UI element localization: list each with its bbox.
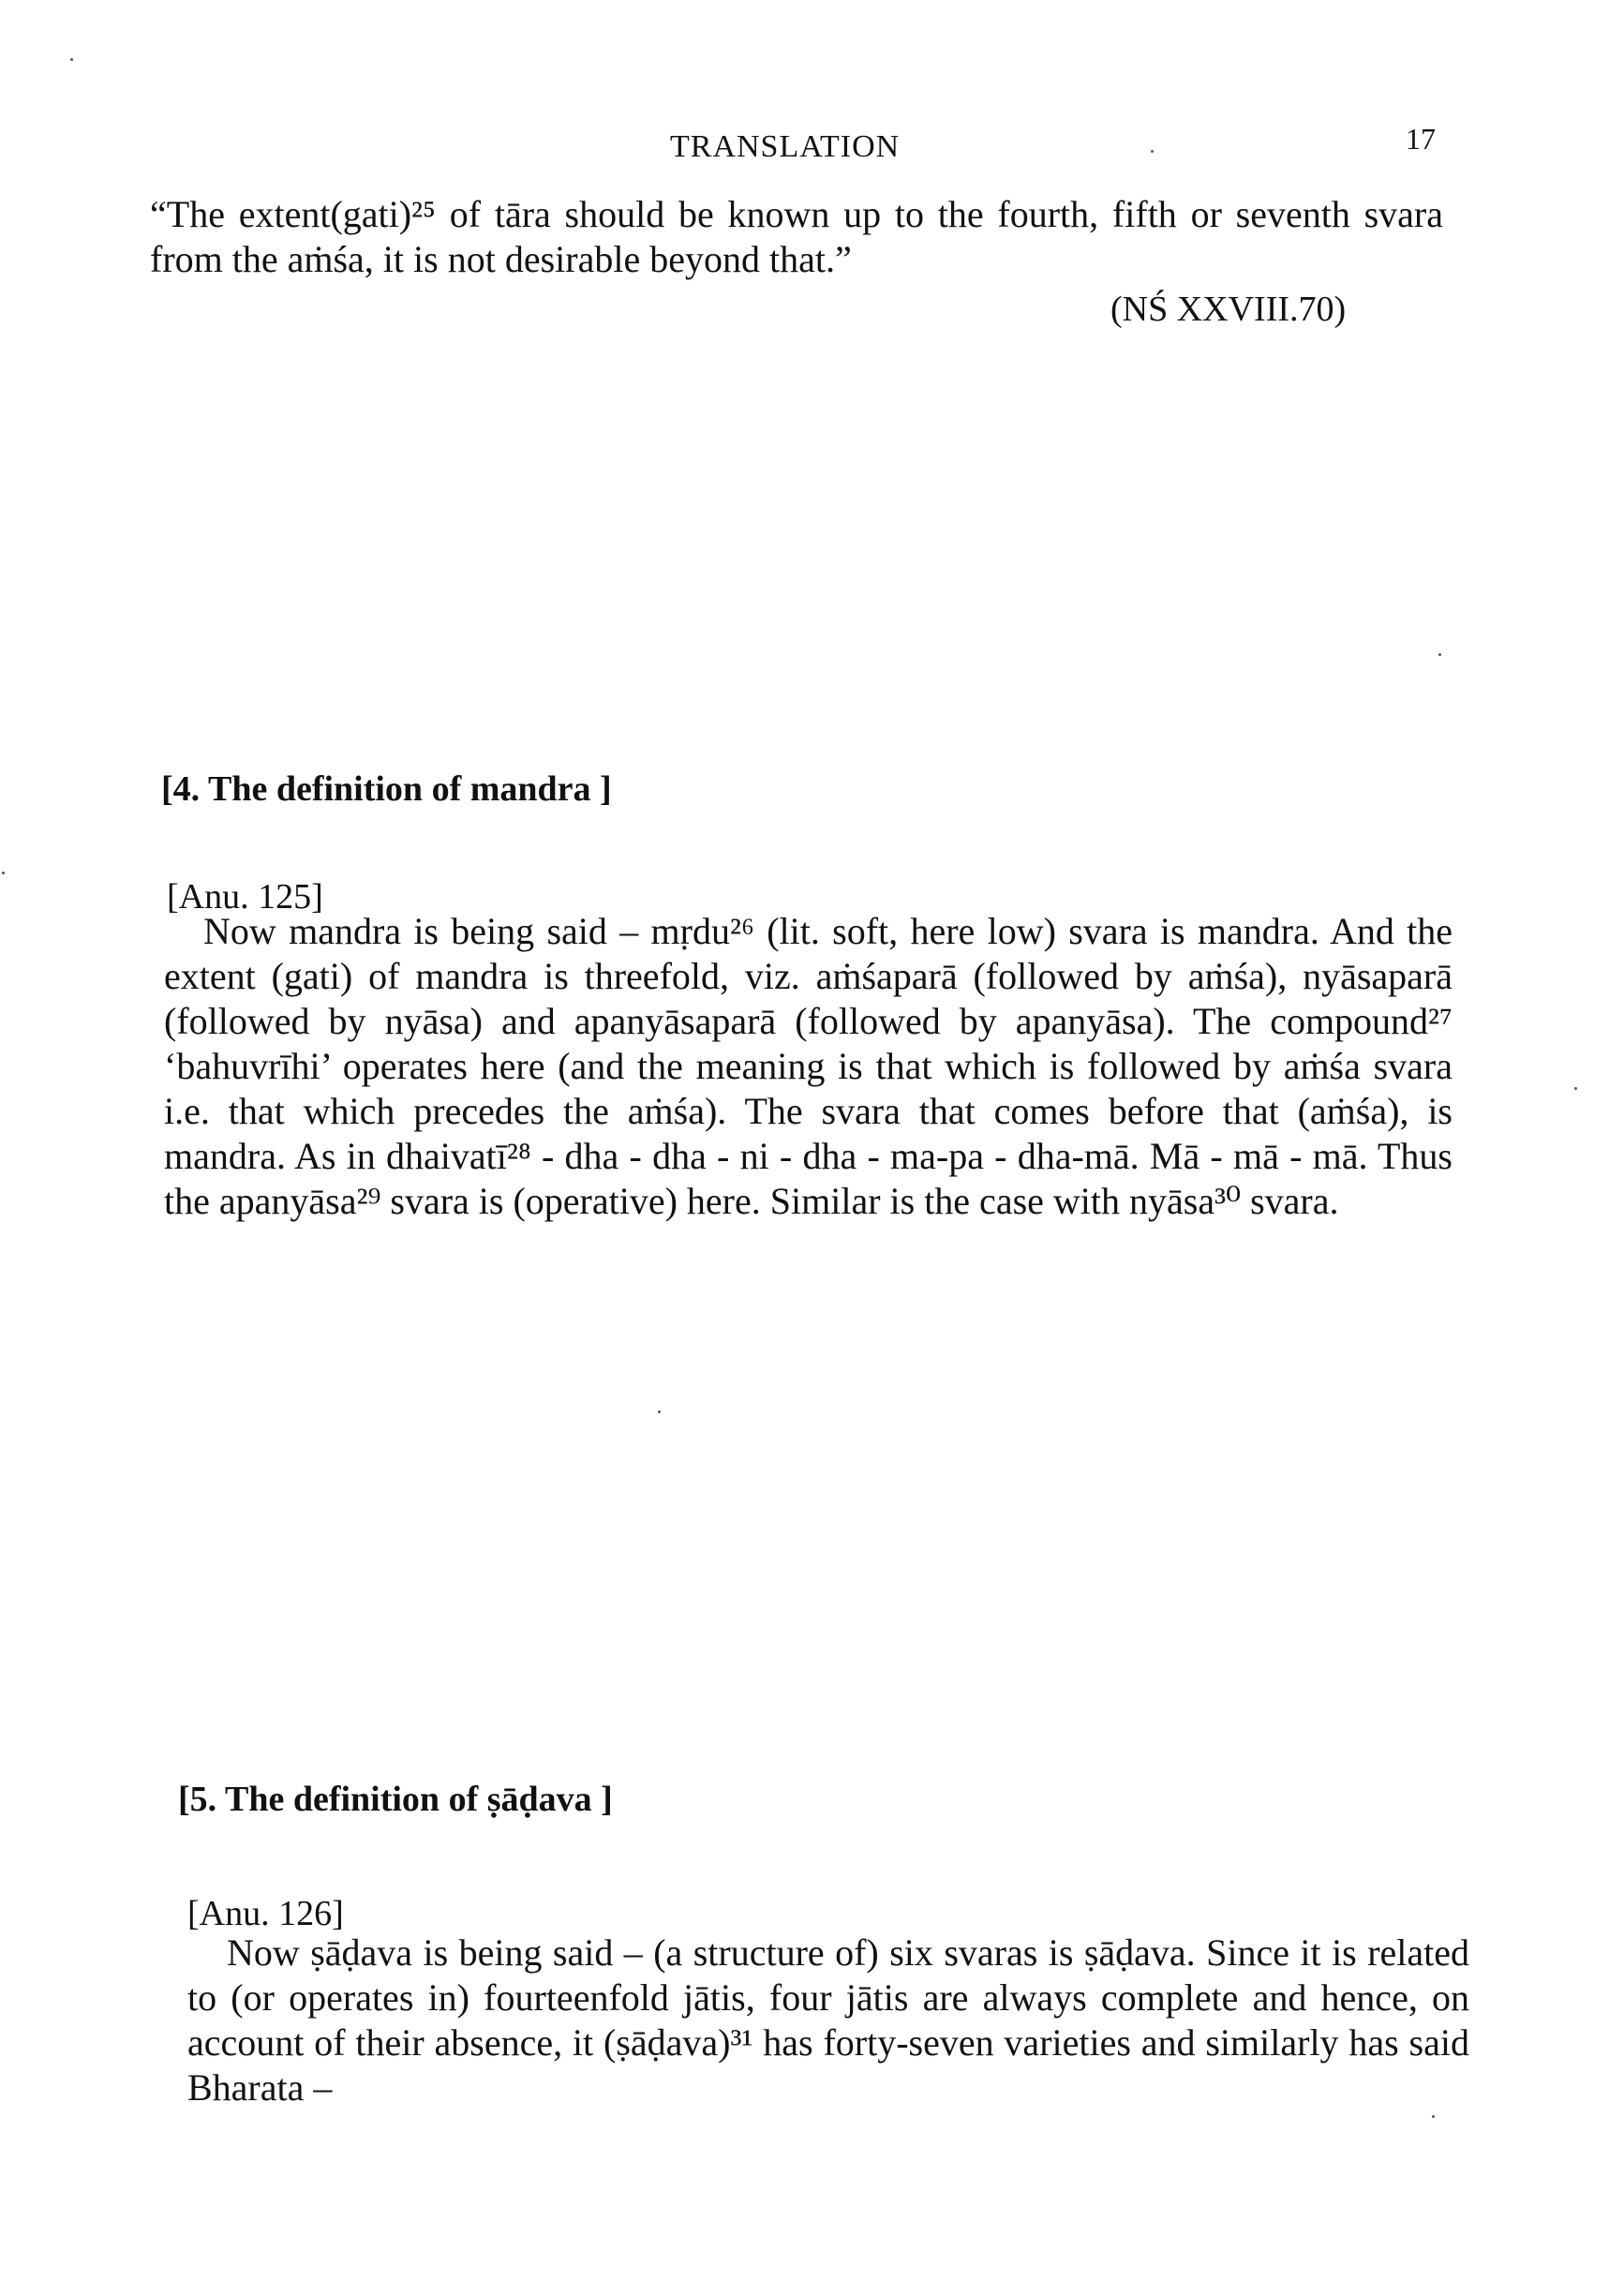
section-4-paragraph: [164, 909, 1453, 1224]
scan-speck: [2, 872, 5, 874]
page-number: 17: [1406, 122, 1436, 156]
quote-text: “The extent(gati)²⁵ of tāra should be known up to the fourth, fifth or seventh svara from the aṁśa, it is not desirable beyond that.”: [150, 193, 1443, 280]
anu-126-label: [Anu. 126]: [187, 1894, 344, 1933]
section-5-heading: [5. The definition of ṣāḍava ]: [178, 1780, 613, 1819]
quote-block: [150, 192, 1443, 282]
scan-speck: [70, 58, 73, 61]
section-5-paragraph: [187, 1931, 1469, 2110]
anu-125-label: [Anu. 125]: [167, 877, 323, 917]
section-5-text: Now ṣāḍava is being said – (a structure of) six svaras is ṣāḍava. Since it is related to (or operates in) fourteenfold jātis, four jātis are always complete and hence, on account of their absence, it (ṣāḍava)³¹ has forty-seven varieties and similarly has said Bharata –: [187, 1931, 1469, 2109]
scan-speck: [1432, 2115, 1435, 2118]
scan-speck: [1438, 653, 1441, 656]
running-header: TRANSLATION: [670, 129, 901, 164]
section-4-heading: [4. The definition of mandra ]: [161, 769, 612, 809]
scan-speck: [658, 1410, 661, 1413]
section-4-text: Now mandra is being said – mṛdu²⁶ (lit. soft, here low) svara is mandra. And the extent (gati) of mandra is threefold, viz. aṁśaparā (followed by aṁśa), nyāsaparā (followed by nyāsa) and apanyāsaparā (followed by apanyāsa). The compound²⁷ ‘bahuvrīhi’ operates here (and the meaning is that which is followed by aṁśa svara i.e. that which precedes the aṁśa). The svara that comes before that (aṁśa), is mandra. As in dhaivatī²⁸ - dha - dha - ni - dha - ma-pa - dha-mā. Mā - mā - mā. Thus the apanyāsa²⁹ svara is (operative) here. Similar is the case with nyāsa³⁰ svara.: [164, 910, 1453, 1222]
quote-citation: (NŚ XXVIII.70): [1110, 290, 1347, 329]
scan-speck: [1574, 1087, 1577, 1090]
scan-speck: [1151, 150, 1154, 153]
